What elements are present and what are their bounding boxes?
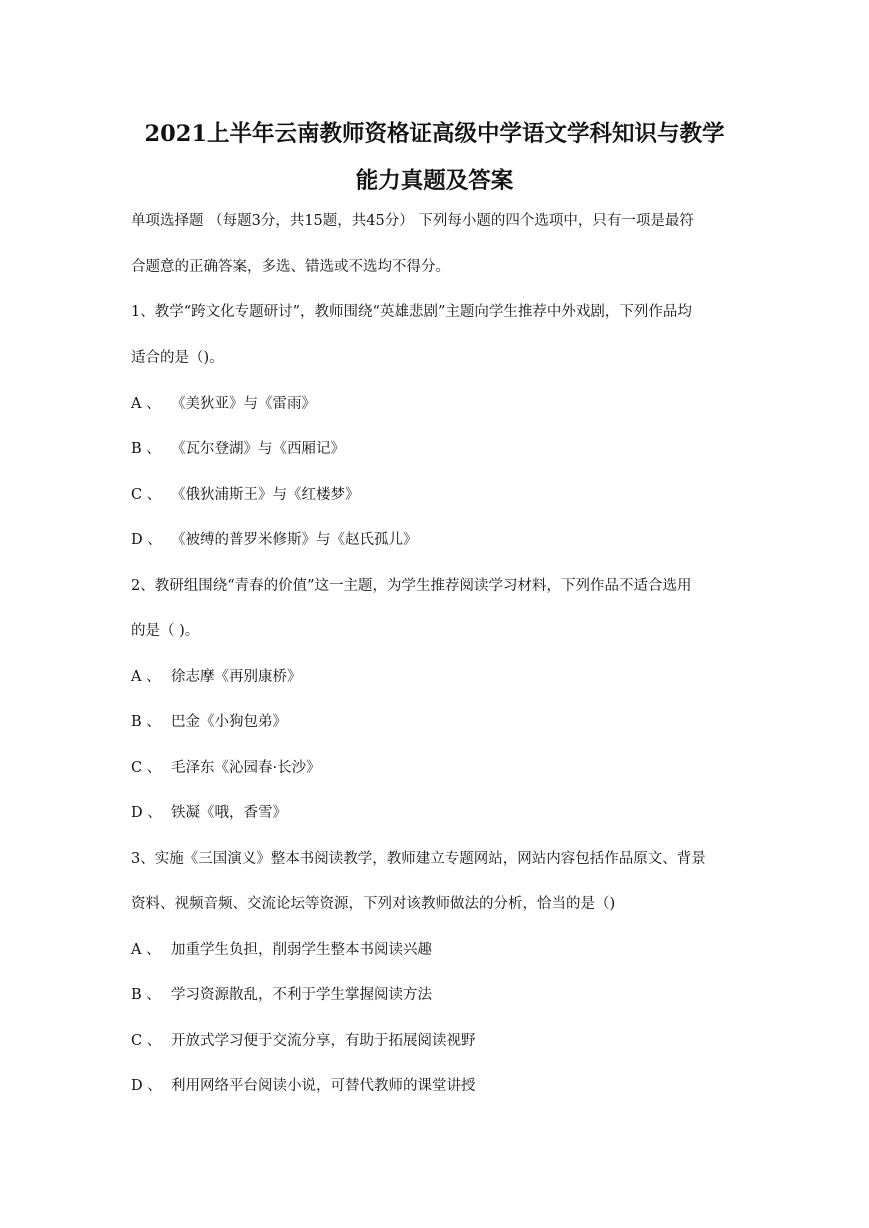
option-text: 《被缚的普罗米修斯》与《赵氏孤儿》 <box>171 532 418 548</box>
option-text: 学习资源散乱，不利于学生掌握阅读方法 <box>171 987 432 1003</box>
option-letter: D 、 <box>131 805 162 821</box>
question-2-option-d <box>131 801 287 822</box>
option-text: 《瓦尔登湖》与《西厢记》 <box>171 441 345 457</box>
question-1-option-d <box>131 528 418 549</box>
question-1-option-c <box>131 483 360 504</box>
option-text: 徐志摩《再别康桥》 <box>171 669 302 685</box>
option-letter: C 、 <box>131 487 162 503</box>
question-2-stem-line-1: 2、教研组围绕“青春的价值”这一主题，为学生推荐阅读学习材料，下列作品不适合选用 <box>131 578 692 594</box>
instructions-line-1: 单项选择题 （每题3分，共15题，共45分） 下列每小题的四个选项中，只有一项是最符 <box>131 213 694 229</box>
question-3-stem-line-1: 3、实施《三国演义》整本书阅读教学，教师建立专题网站，网站内容包括作品原文、背景 <box>131 851 706 867</box>
document-title-line-1: 2021上半年云南教师资格证高级中学语文学科知识与教学 <box>144 121 725 147</box>
option-letter: C 、 <box>131 1033 162 1049</box>
option-letter: A 、 <box>131 396 161 412</box>
option-letter: B 、 <box>131 714 161 730</box>
option-text: 铁凝《哦，香雪》 <box>171 805 287 821</box>
option-text: 开放式学习便于交流分享，有助于拓展阅读视野 <box>171 1033 476 1049</box>
question-2-option-a <box>131 665 302 686</box>
question-3-option-d <box>131 1074 476 1095</box>
option-text: 《美狄亚》与《雷雨》 <box>171 396 316 412</box>
question-1-stem-line-1: 1、教学“跨文化专题研讨”，教师围绕“英雄悲剧”主题向学生推荐中外戏剧，下列作品均 <box>131 304 692 320</box>
option-letter: C 、 <box>131 760 162 776</box>
instructions-line-2: 合题意的正确答案，多选、错选或不选均不得分。 <box>131 259 450 275</box>
question-2-stem-line-2: 的是（ )。 <box>131 623 200 639</box>
question-1-option-a <box>131 392 316 413</box>
question-3-option-a <box>131 938 432 959</box>
option-letter: D 、 <box>131 532 162 548</box>
option-letter: B 、 <box>131 441 161 457</box>
option-letter: A 、 <box>131 669 161 685</box>
document-title-line-2: 能力真题及答案 <box>355 168 514 194</box>
question-1-stem-line-2: 适合的是（)。 <box>131 350 224 366</box>
question-3-option-b <box>131 983 432 1004</box>
option-text: 巴金《小狗包弟》 <box>171 714 287 730</box>
question-2-option-b <box>131 710 287 731</box>
option-text: 利用网络平台阅读小说，可替代教师的课堂讲授 <box>171 1078 476 1094</box>
question-1-option-b <box>131 437 345 458</box>
option-text: 《俄狄浦斯王》与《红楼梦》 <box>171 487 360 503</box>
option-text: 毛泽东《沁园春·长沙》 <box>171 760 321 776</box>
question-3-stem-line-2: 资料、视频音频、交流论坛等资源，下列对该教师做法的分析，恰当的是（) <box>131 896 616 912</box>
question-3-option-c <box>131 1029 476 1050</box>
option-letter: B 、 <box>131 987 161 1003</box>
option-letter: D 、 <box>131 1078 162 1094</box>
question-2-option-c <box>131 756 321 777</box>
option-letter: A 、 <box>131 942 161 958</box>
option-text: 加重学生负担，削弱学生整本书阅读兴趣 <box>171 942 432 958</box>
